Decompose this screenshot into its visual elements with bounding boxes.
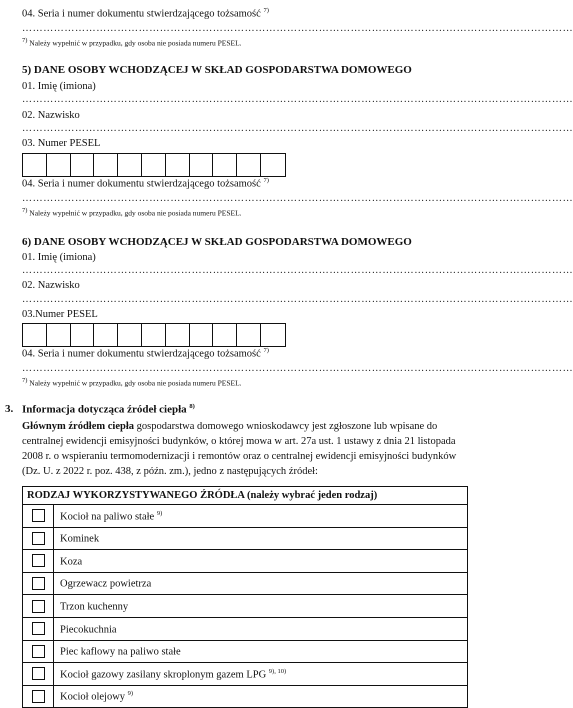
s6-doc-field[interactable]: ………………………………………………………………………………………………………………………………………… xyxy=(22,363,573,374)
heat-source-label: Trzon kuchenny xyxy=(54,595,468,618)
s6-last-name-label: 02. Nazwisko xyxy=(22,280,80,291)
s5-first-name-label: 01. Imię (imiona) xyxy=(22,81,96,92)
pesel-cell[interactable] xyxy=(166,324,190,346)
pesel-cell[interactable] xyxy=(213,324,237,346)
pesel-cell[interactable] xyxy=(94,324,118,346)
heat-source-row[interactable] xyxy=(23,505,468,528)
heat-source-row[interactable] xyxy=(23,527,468,550)
s6-first-name-field[interactable]: ………………………………………………………………………………………………………………………………………… xyxy=(22,265,573,276)
heat-source-checkbox[interactable] xyxy=(32,667,45,680)
pesel-cell[interactable] xyxy=(261,324,285,346)
s5-doc-field[interactable]: ………………………………………………………………………………………………………………………………………… xyxy=(22,193,573,204)
s6-first-name-label: 01. Imię (imiona) xyxy=(22,252,96,263)
heat-source-label: Kocioł gazowy zasilany skroplonym gazem LPG $^{9), 10)}$ xyxy=(54,663,468,686)
s5-pesel-grid[interactable] xyxy=(22,153,286,177)
s6-title: 6) DANE OSOBY WCHODZĄCEJ W SKŁAD GOSPODARSTWA DOMOWEGO xyxy=(22,236,412,248)
heat-source-row[interactable] xyxy=(23,595,468,618)
heat-source-checkbox[interactable] xyxy=(32,600,45,613)
s6-pesel-grid[interactable] xyxy=(22,323,286,347)
s5-pesel-label: 03. Numer PESEL xyxy=(22,138,101,149)
pesel-cell[interactable] xyxy=(47,324,71,346)
s3-number: 3. xyxy=(5,403,14,415)
s5-doc-label: 04. Seria i numer dokumentu stwierdzającego tożsamość $^{7)}$ xyxy=(22,177,269,190)
heat-source-label: Ogrzewacz powietrza xyxy=(54,572,468,595)
heat-source-checkbox[interactable] xyxy=(32,509,45,522)
s5-first-name-field[interactable]: ………………………………………………………………………………………………………………………………………… xyxy=(22,94,573,105)
pesel-cell[interactable] xyxy=(47,154,71,176)
pesel-cell[interactable] xyxy=(213,154,237,176)
s5-footnote: $^{7)}$ Należy wypełnić w przypadku, gdy osoba nie posiada numeru PESEL. xyxy=(22,207,242,218)
pesel-cell[interactable] xyxy=(23,154,47,176)
heat-source-checkbox[interactable] xyxy=(32,690,45,703)
s6-pesel-label: 03.Numer PESEL xyxy=(22,309,98,320)
s4-doc-label: 04. Seria i numer dokumentu stwierdzającego tożsamość $^{7)}$ xyxy=(22,7,269,20)
heat-source-row[interactable] xyxy=(23,617,468,640)
heat-source-row[interactable] xyxy=(23,663,468,686)
heat-source-row[interactable] xyxy=(23,685,468,708)
heat-source-row[interactable] xyxy=(23,640,468,663)
pesel-cell[interactable] xyxy=(118,154,142,176)
pesel-cell[interactable] xyxy=(190,154,214,176)
heat-source-label: Kocioł olejowy $^{9)}$ xyxy=(54,685,468,708)
pesel-cell[interactable] xyxy=(142,154,166,176)
pesel-cell[interactable] xyxy=(94,154,118,176)
heat-source-checkbox[interactable] xyxy=(32,622,45,635)
pesel-cell[interactable] xyxy=(23,324,47,346)
heat-source-table xyxy=(22,486,468,708)
s4-doc-field[interactable]: ………………………………………………………………………………………………………………………………………… xyxy=(22,23,573,34)
s6-doc-label: 04. Seria i numer dokumentu stwierdzającego tożsamość $^{7)}$ xyxy=(22,347,269,360)
heat-source-checkbox[interactable] xyxy=(32,532,45,545)
s6-last-name-field[interactable]: ………………………………………………………………………………………………………………………………………… xyxy=(22,294,573,305)
heat-source-label: Kocioł na paliwo stałe $^{9)}$ xyxy=(54,505,468,528)
pesel-cell[interactable] xyxy=(166,154,190,176)
heat-source-checkbox[interactable] xyxy=(32,577,45,590)
heat-source-checkbox[interactable] xyxy=(32,645,45,658)
s4-footnote: $^{7)}$ Należy wypełnić w przypadku, gdy osoba nie posiada numeru PESEL. xyxy=(22,37,242,48)
pesel-cell[interactable] xyxy=(71,154,95,176)
s3-title: Informacja dotycząca źródeł ciepła $^{8)}$ xyxy=(22,403,195,416)
heat-source-header: RODZAJ WYKORZYSTYWANEGO ŹRÓDŁA (należy wybrać jeden rodzaj) xyxy=(23,487,468,505)
pesel-cell[interactable] xyxy=(71,324,95,346)
heat-source-row[interactable] xyxy=(23,550,468,573)
s3-paragraph: Głównym źródłem ciepła gospodarstwa domowego wnioskodawcy jest zgłoszone lub wpisane do centralnej ewidencji emisyjności budynków, o której mowa w art. 27a ust. 1 ustawy z dnia 21 listopada 2008 r. o wspieraniu termomodernizacji i remontów oraz o centralnej ewidencji emisyjności budynków (Dz. U. z 2022 r. poz. 438, z późn. zm.), jedno z następujących źródeł: xyxy=(22,421,457,477)
heat-source-label: Kominek xyxy=(54,527,468,550)
s6-footnote: $^{7)}$ Należy wypełnić w przypadku, gdy osoba nie posiada numeru PESEL. xyxy=(22,377,242,388)
s5-title: 5) DANE OSOBY WCHODZĄCEJ W SKŁAD GOSPODARSTWA DOMOWEGO xyxy=(22,64,412,76)
pesel-cell[interactable] xyxy=(142,324,166,346)
heat-source-row[interactable] xyxy=(23,572,468,595)
pesel-cell[interactable] xyxy=(190,324,214,346)
heat-source-label: Piecokuchnia xyxy=(54,617,468,640)
heat-source-label: Piec kaflowy na paliwo stałe xyxy=(54,640,468,663)
s3-paragraph-bold: Głównym źródłem ciepła xyxy=(22,421,134,432)
heat-source-checkbox[interactable] xyxy=(32,554,45,567)
pesel-cell[interactable] xyxy=(237,154,261,176)
s5-last-name-label: 02. Nazwisko xyxy=(22,110,80,121)
pesel-cell[interactable] xyxy=(261,154,285,176)
s5-last-name-field[interactable]: ………………………………………………………………………………………………………………………………………… xyxy=(22,123,573,134)
heat-source-label: Koza xyxy=(54,550,468,573)
pesel-cell[interactable] xyxy=(118,324,142,346)
pesel-cell[interactable] xyxy=(237,324,261,346)
